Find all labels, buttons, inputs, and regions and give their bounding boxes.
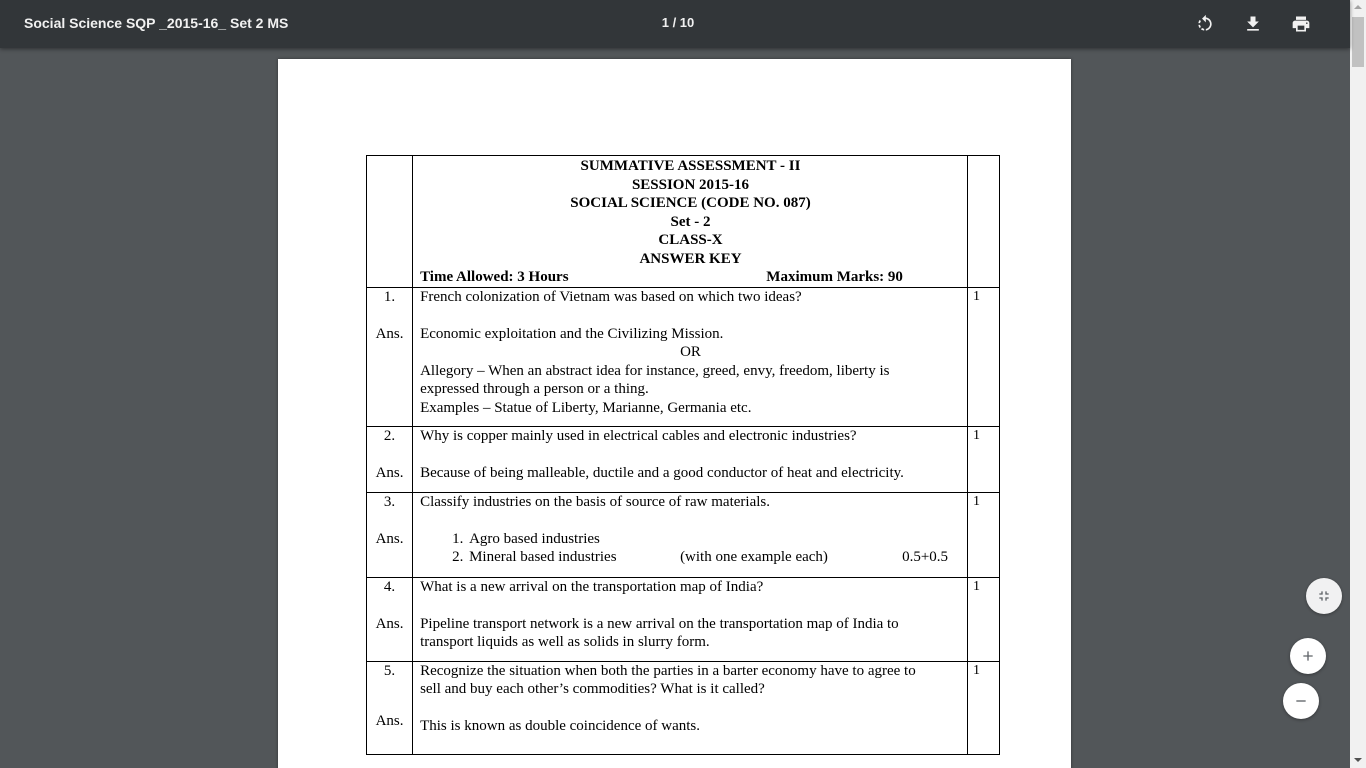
table-row xyxy=(367,287,1000,427)
fit-to-page-icon xyxy=(1316,588,1332,604)
list-item: 1. Agro based industries xyxy=(467,530,961,549)
header-line: SESSION 2015-16 xyxy=(631,176,750,193)
question-number: 3. xyxy=(383,493,396,510)
scroll-down-arrow-icon[interactable] xyxy=(1354,758,1362,762)
industry-list xyxy=(420,530,961,567)
time-allowed: Time Allowed: 3 Hours xyxy=(420,269,569,285)
document-title: Social Science SQP _2015-16_ Set 2 MS xyxy=(24,15,289,31)
answer-label: Ans. xyxy=(375,325,404,342)
vertical-scrollbar[interactable] xyxy=(1350,0,1366,768)
answer-text: Examples – Statue of Liberty, Marianne, Germania etc. xyxy=(420,399,752,416)
question-text: French colonization of Vietnam was based on which two ideas? xyxy=(420,288,802,305)
answer-label: Ans. xyxy=(375,465,404,481)
pdf-page xyxy=(278,59,1071,768)
header-line: SUMMATIVE ASSESSMENT - II xyxy=(580,158,801,174)
example-note: (with one example each) xyxy=(680,549,828,565)
header-line: ANSWER KEY xyxy=(639,250,742,267)
zoom-out-button[interactable] xyxy=(1283,683,1319,719)
question-number: 1. xyxy=(383,288,396,305)
question-text: sell and buy each other’s commodities? What is it called? xyxy=(420,681,765,697)
table-row xyxy=(367,427,1000,493)
answer-label: Ans. xyxy=(375,615,404,632)
pdf-toolbar xyxy=(0,0,1350,48)
question-text: Recognize the situation when both the parties in a barter economy have to agree to xyxy=(420,662,916,679)
marks: 1 xyxy=(967,577,999,661)
question-number: 5. xyxy=(383,662,396,679)
answer-text: Allegory – When an abstract idea for instance, greed, envy, freedom, liberty is xyxy=(420,362,890,379)
minus-icon xyxy=(1293,693,1309,709)
marks: 1 xyxy=(967,427,999,493)
document-viewer[interactable] xyxy=(0,48,1350,768)
scrollbar-thumb[interactable] xyxy=(1352,17,1364,67)
question-number: 2. xyxy=(383,428,396,444)
question-text: What is a new arrival on the transportation map of India? xyxy=(420,578,764,595)
marks: 1 xyxy=(967,661,999,755)
header-line: SOCIAL SCIENCE (CODE NO. 087) xyxy=(570,195,811,211)
header-line: Set - 2 xyxy=(670,213,711,230)
answer-label: Ans. xyxy=(375,713,404,729)
marks-split: 0.5+0.5 xyxy=(902,549,949,565)
question-number: 4. xyxy=(383,578,396,595)
answer-text: expressed through a person or a thing. xyxy=(420,381,649,397)
table-row xyxy=(367,661,1000,755)
answer-text: This is known as double coincidence of wants. xyxy=(420,718,701,734)
answer-text: transport liquids as well as solids in slurry form. xyxy=(420,634,710,650)
table-row xyxy=(367,492,1000,577)
answer-key-table xyxy=(366,155,1000,755)
scroll-up-arrow-icon[interactable] xyxy=(1354,5,1362,9)
download-button[interactable] xyxy=(1237,8,1269,40)
plus-icon xyxy=(1300,648,1316,664)
answer-text: Because of being malleable, ductile and a good conductor of heat and electricity. xyxy=(420,465,904,481)
header-line: CLASS-X xyxy=(658,232,723,248)
question-text: Classify industries on the basis of source of raw materials. xyxy=(420,493,770,510)
fit-to-page-button[interactable] xyxy=(1306,578,1342,614)
or-separator: OR xyxy=(680,344,701,360)
table-row xyxy=(367,577,1000,661)
zoom-in-button[interactable] xyxy=(1290,638,1326,674)
list-item: 2. Mineral based industries (with one example each) 0.5+0.5 xyxy=(467,548,961,567)
table-header-row xyxy=(367,156,1000,288)
marks: 1 xyxy=(967,287,999,427)
answer-label: Ans. xyxy=(375,530,404,547)
print-button[interactable] xyxy=(1285,8,1317,40)
download-icon xyxy=(1243,14,1263,34)
answer-text: Pipeline transport network is a new arrival on the transportation map of India to xyxy=(420,615,899,632)
document-header xyxy=(413,156,968,288)
question-text: Why is copper mainly used in electrical cables and electronic industries? xyxy=(420,428,857,444)
page-indicator[interactable]: 1 / 10 xyxy=(661,15,695,30)
maximum-marks: Maximum Marks: 90 xyxy=(766,269,903,285)
answer-text: Economic exploitation and the Civilizing Mission. xyxy=(420,325,724,342)
rotate-icon xyxy=(1195,14,1215,34)
print-icon xyxy=(1291,14,1311,34)
rotate-button[interactable] xyxy=(1189,8,1221,40)
marks: 1 xyxy=(967,492,999,577)
